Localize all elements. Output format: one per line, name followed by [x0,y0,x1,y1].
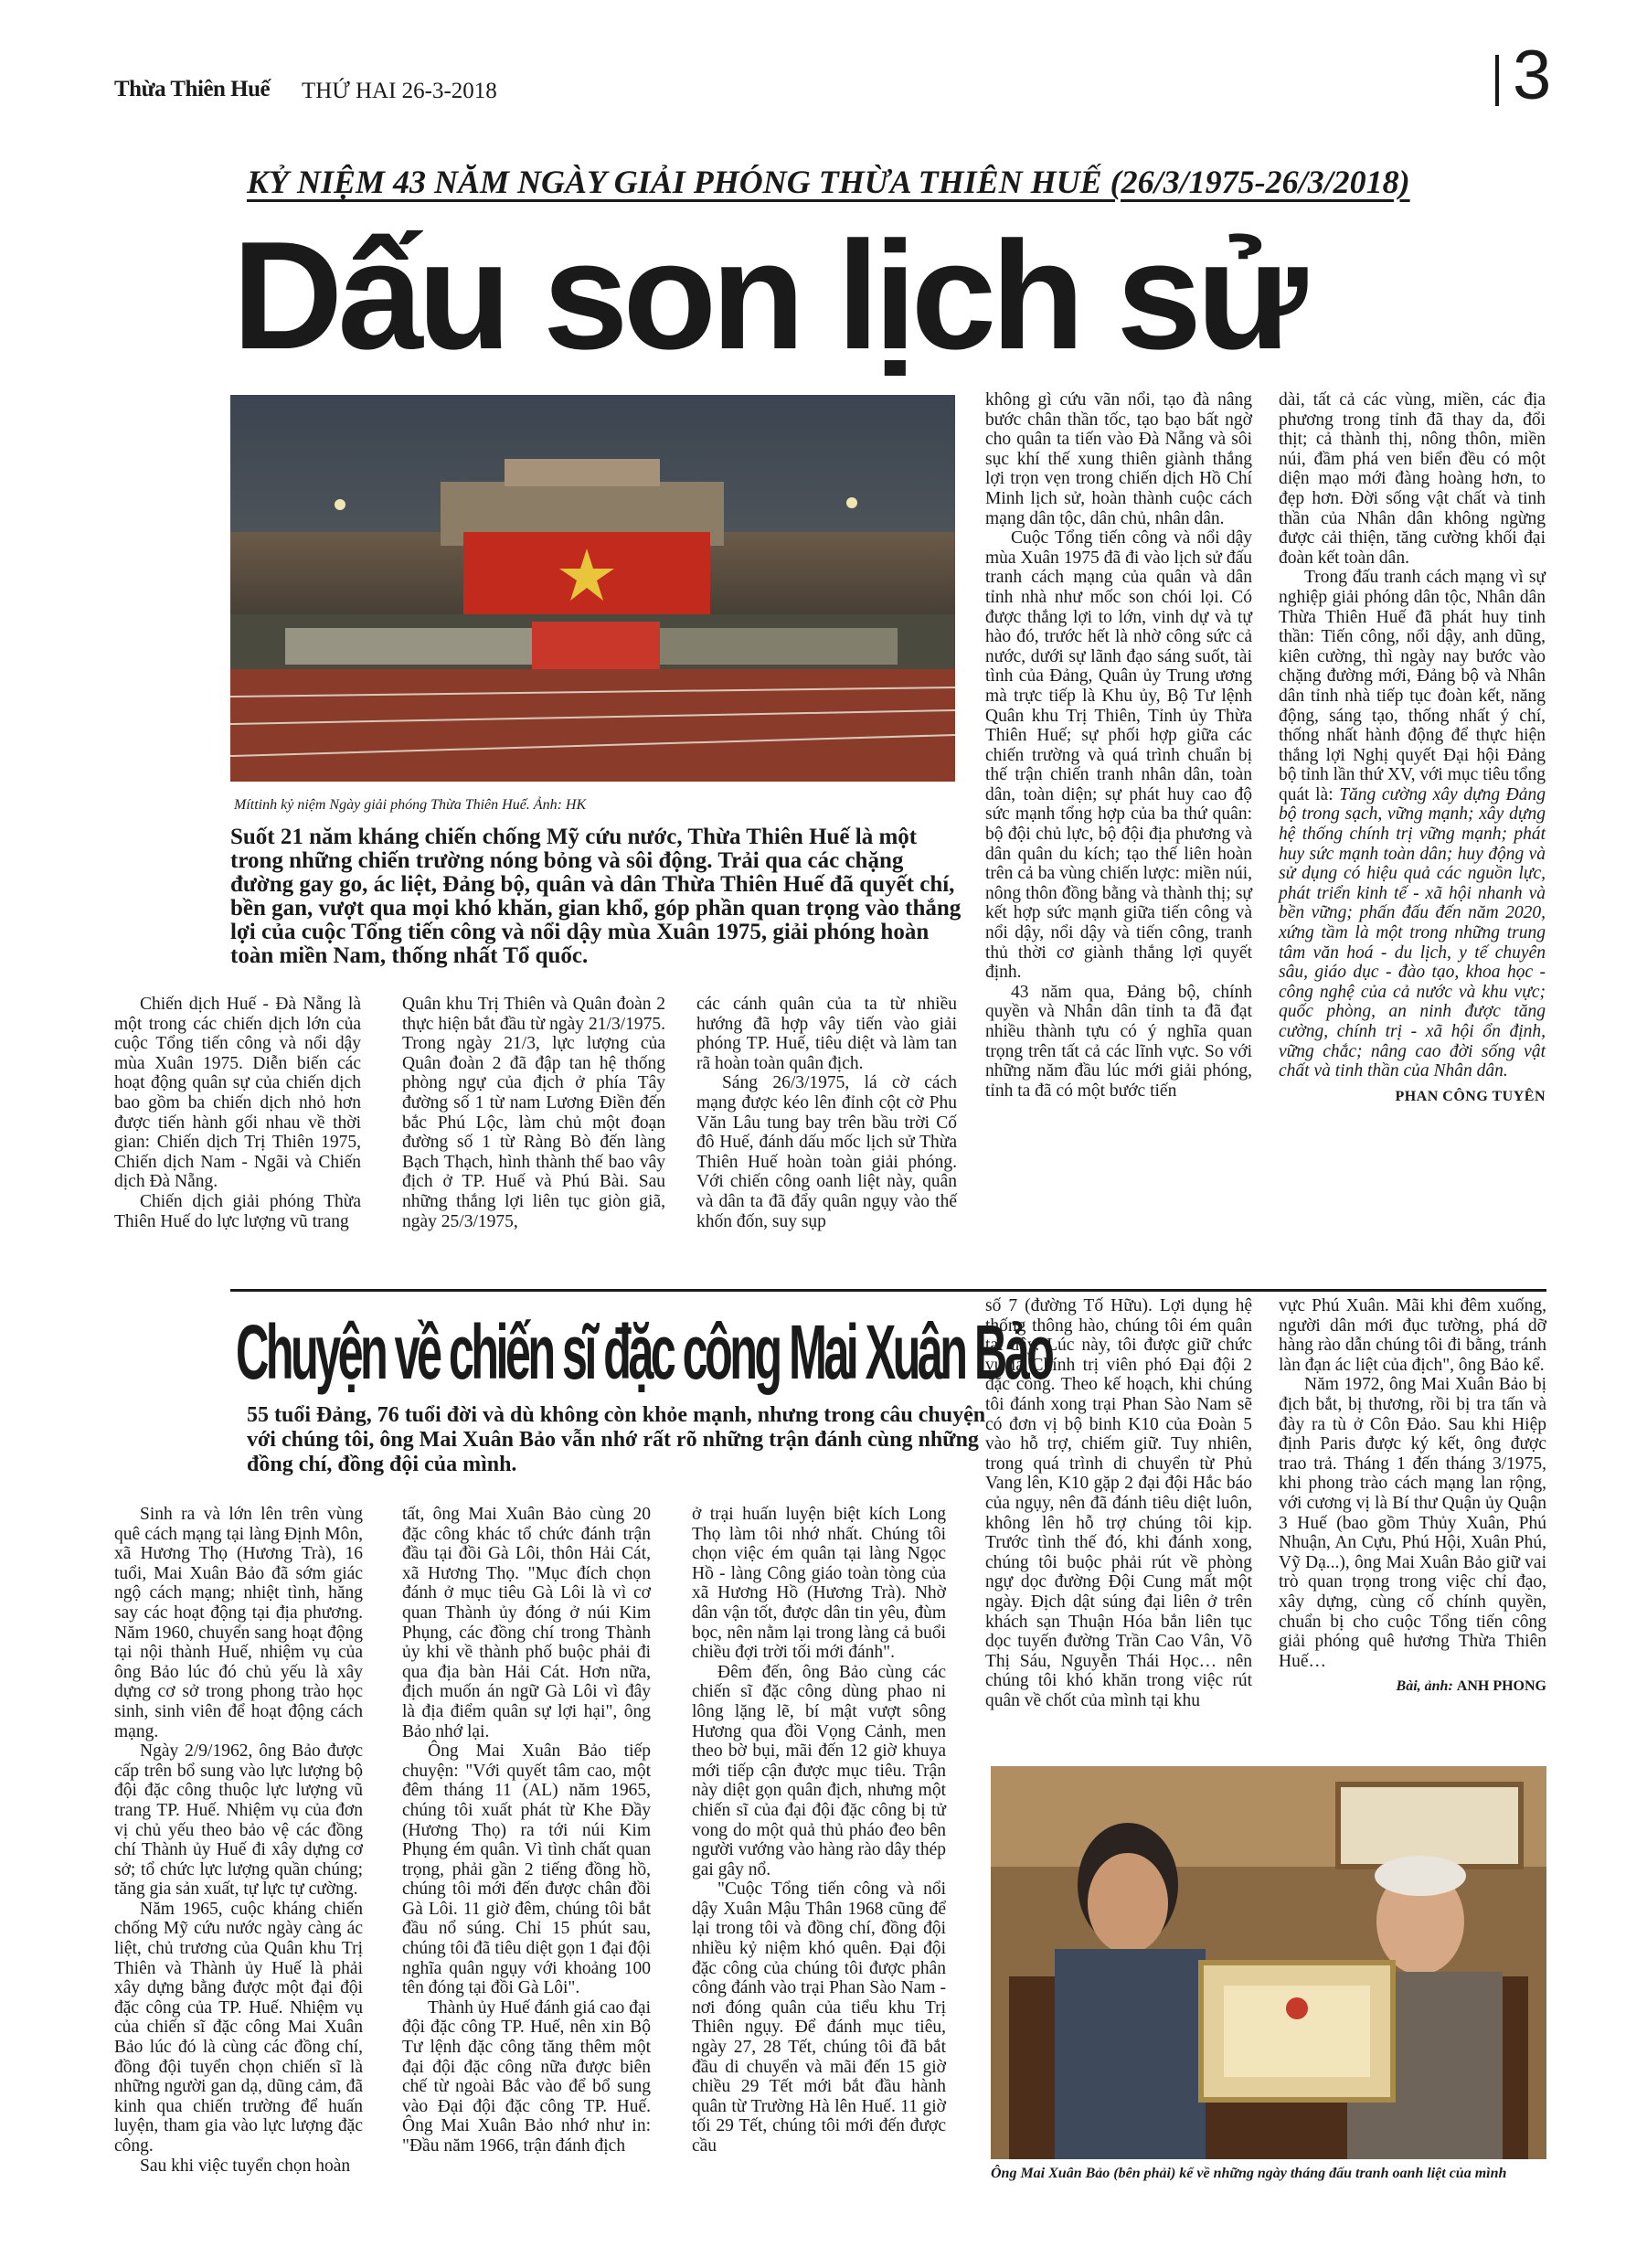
page-number: 3 [1513,37,1552,114]
article2-column-4 [985,1296,1252,1710]
rally-photo [230,395,955,782]
paragraph: tất, ông Mai Xuân Bảo cùng 20 đặc công khác tổ chức đánh trận đầu tại đồi Gà Lôi, thôn Hải Cát, xã Hương Thọ. "Mục đích chọn đánh ở mục tiêu Gà Lôi là vì cơ quan Thành ủy đóng ở núi Kim Phụng, các đồng chí trong Thành ủy khi về thành phố buộc phải đi qua địa bàn Hải Cát. Hơn nữa, địch muốn án ngữ Gà Lôi vì đây là địa điểm quân sự lợi hại", ông Bảo nhớ lại. [402,1505,651,1741]
byline-name: ANH PHONG [1456,1678,1546,1695]
article-column-4 [985,390,1252,1101]
paragraph: Năm 1965, cuộc kháng chiến chống Mỹ cứu nước ngày càng ác liệt, chủ trương của Quân khu Trị Thiên và Thành ủy Huế là phải xây dựng bằng được một đại đội đặc công của TP. Huế. Nhiệm vụ của chiến sĩ đặc công Mai Xuân Bảo lúc đó là cùng các đồng chí, đồng đội tuyển chọn chiến sĩ là những người gan dạ, dũng cảm, đã kinh qua chiến trường để huấn luyện, tham gia vào lực lượng đặc công. [114,1899,363,2156]
article-headline: Dấu son lịch sử [232,209,1302,381]
paragraph: Sáng 26/3/1975, lá cờ cách mạng được kéo lên đỉnh cột cờ Phu Văn Lâu tung bay trên bầu trời Cố đô Huế, đánh dấu mốc lịch sử Thừa Thiên Huế hoàn toàn giải phóng. Với chiến công oanh liệt này, quân và dân ta đã đẩy quân ngụy vào thế khốn đốn, suy sụp [696,1073,957,1231]
article2-lead: 55 tuổi Đảng, 76 tuổi đời và dù không còn khỏe mạnh, nhưng trong câu chuyện với chúng tôi, ông Mai Xuân Bảo vẫn nhớ rất rõ những trận đánh cùng những đồng chí, đồng đội của mình. [247,1403,986,1476]
paragraph: Thành ủy Huế đánh giá cao đại đội đặc công TP. Huế, nên xin Bộ Tư lệnh đặc công tăng thêm một đại đội đặc công nữa được biên chế từ ngoài Bắc vào để bổ sung vào Đại đội đặc công TP. Huế. Ông Mai Xuân Bảo nhớ như in: "Đầu năm 1966, trận đánh địch [402,1997,651,2156]
paragraph: Năm 1972, ông Mai Xuân Bảo bị địch bắt, bị thương, rồi bị tra tấn và đày ra tù ở Côn Đảo. Sau khi Hiệp định Paris được ký kết, ông được trao trả. Tháng 1 đến tháng 3/1975, khi phong trào cách mạng lan rộng, với cương vị là Bí thư Quận ủy Quận 3 Huế (bao gồm Thủy Xuân, Phú Nhuận, An Cựu, Phú Hội, Xuân Phú, Vỹ Dạ...), ông Mai Xuân Bảo giữ vai trò quan trọng trong việc chỉ đạo, xây dựng, cùng cố chính quyền, chuẩn bị cho cuộc Tổng tiến công giải phóng quê hương Thừa Thiên Huế… [1279,1375,1546,1671]
article-kicker: KỶ NIỆM 43 NĂM NGÀY GIẢI PHÓNG THỪA THIÊN HUẾ (26/3/1975-26/3/2018) [247,164,1410,200]
photo-caption-2: Ông Mai Xuân Bảo (bên phải) kể về những ngày tháng đấu tranh oanh liệt của mình [991,2166,1507,2181]
issue-date: THỨ HAI 26-3-2018 [302,79,497,103]
article-column-5 [1279,390,1546,1106]
article2-column-1 [114,1505,363,2176]
article2-byline [1279,1677,1546,1697]
article-lead: Suốt 21 năm kháng chiến chống Mỹ cứu nước, Thừa Thiên Huế là một trong những chiến trường nóng bỏng và sôi động. Trải qua các chặng đường gay go, ác liệt, Đảng bộ, quân và dân Thừa Thiên Huế đã quyết chí, bền gan, vượt qua mọi khó khăn, gian khổ, góp phần quan trọng vào thắng lợi của cuộc Tổng tiến công và nổi dậy mùa Xuân 1975, giải phóng hoàn toàn miền Nam, thống nhất Tổ quốc. [230,825,962,968]
veteran-interview-image [991,1766,1546,2159]
paragraph: Cuộc Tổng tiến công và nổi dậy mùa Xuân 1975 đã đi vào lịch sử đấu tranh cách mạng của quân và dân tỉnh nhà như mốc son chói lọi. Có được thắng lợi to lớn, vinh dự và tự hào đó, trước hết là nhờ công sức cả nước, dưới sự lãnh đạo sáng suốt, tài tình của Đảng, Quân ủy Trung ương mà trực tiếp là Khu ủy, Bộ Tư lệnh Quân khu Trị Thiên, Tỉnh ủy Thừa Thiên Huế; sự phối hợp giữa các chiến trường và quá trình chuẩn bị thế trận chiến tranh nhân dân, toàn dân, toàn diện; sự phát huy cao độ sức mạnh tổng hợp của ba thứ quân: bộ đội chủ lực, bộ đội địa phương và dân quân du kích; tạo thế liên hoàn trên cả ba vùng chiến lược: miền núi, nông thôn đồng bằng và thành thị; sự kết hợp sức mạnh giữa tiến công và nổi dậy, nổi dậy và tiến công, tranh thủ thời cơ giành thắng lợi quyết định. [985,528,1252,983]
paragraph: Ông Mai Xuân Bảo tiếp chuyện: "Với quyết tâm cao, một đêm tháng 11 (AL) năm 1965, chúng tôi xuất phát từ Khe Đầy (Hương Thọ) ra tới núi Kim Phụng ém quân. Vì tình chất quan trọng, phải gần 2 tiếng đồng hồ, chúng tôi mới đến được chân đồi Gà Lôi. 11 giờ đêm, chúng tôi bắt đầu nổ súng. Chỉ 15 phút sau, chúng tôi đã tiêu diệt gọn 1 đại đội nghĩa quân ngụy với khoảng 100 tên đóng tại đồi Gà Lôi". [402,1741,651,1998]
paragraph: 43 năm qua, Đảng bộ, chính quyền và Nhân dân tỉnh ta đã đạt nhiều thành tựu có ý nghĩa quan trọng trên tất cả các lĩnh vực. So với những năm đầu lúc mới giải phóng, tỉnh ta đã có một bước tiến [985,982,1252,1101]
interview-photo [991,1766,1546,2159]
stadium-rally-image [230,395,955,782]
byline: PHAN CÔNG TUYÊN [1395,1088,1546,1104]
article2-column-5 [1279,1296,1546,1697]
paragraph: số 7 (đường Tố Hữu). Lợi dụng hệ thống thông hào, chúng tôi ém quân tại đây. Lúc này, tôi được giữ chức vụ là Chính trị viên phó Đại đội 2 đặc công. Theo kế hoạch, khi chúng tôi đánh xong trại Phan Sào Nam sẽ có đơn vị bộ binh K10 của Đoàn 5 vào hỗ trợ, chiếm giữ. Tuy nhiên, trong quá trình di chuyển từ Phủ Vang lên, K10 gặp 2 đại đội Hắc báo của ngụy, nên đã đánh tiêu diệt luôn, không lên hỗ trợ chúng tôi kịp. Trước tình thế đó, khi đánh xong, chúng tôi buộc phải rút về phòng ngự dọc đường Đội Cung mất một ngày. Địch dật súng đại liên ở trên khách sạn Thuận Hóa bắn liên tục dọc tuyến đường Trần Cao Vân, Võ Thị Sáu, Nguyễn Thái Học… nên chúng tôi khó khăn trong việc rút quân về chốt của mình tại khu [985,1296,1252,1710]
paragraph: Quân khu Trị Thiên và Quân đoàn 2 thực hiện bắt đầu từ ngày 21/3/1975. Trong ngày 21/3, lực lượng của Quân đoàn 2 đã đập tan hệ thống phòng ngự của địch ở phía Tây đường số 1 từ nam Lương Điền đến bắc Phú Lộc, làm chủ một đoạn đường số 1 từ Ràng Bò đến làng Bạch Thạch, hình thành thế bao vây địch ở TP. Huế và Phú Bài. Sau những thắng lợi liên tục giòn giã, ngày 25/3/1975, [402,995,665,1231]
article-column-2 [402,995,665,1231]
paragraph: Chiến dịch giải phóng Thừa Thiên Huế do lực lượng vũ trang [114,1191,361,1231]
paragraph: Chiến dịch Huế - Đà Nẵng là một trong các chiến dịch lớn của cuộc Tổng tiến công và nổi dậy mùa Xuân 1975. Diễn biến các hoạt động quân sự của chiến dịch bao gồm ba chiến dịch nhỏ hơn được tiến hành gối nhau về thời gian: Chiến dịch Trị Thiên 1975, Chiến dịch Nam - Ngãi và Chiến dịch Đà Nẵng. [114,995,361,1192]
article2-column-3 [692,1505,946,2156]
page-number-divider [1495,55,1499,106]
article2-column-2 [402,1505,651,2156]
paragraph: vực Phú Xuân. Mãi khi đêm xuống, người dân mới đục tường, phá dỡ hàng rào dẫn chúng tôi đi bằng, tránh làn đạn ác liệt của địch", ông Bảo kể. [1279,1296,1546,1375]
paragraph: Sau khi việc tuyển chọn hoàn [140,2156,351,2176]
article-column-1 [114,995,361,1231]
paragraph: Đêm đến, ông Bảo cùng các chiến sĩ đặc công dùng phao ni lông lặng lẽ, bí mật vượt sông Hương qua đồi Vọng Cảnh, men theo bờ bụi, mãi đến 12 giờ khuya mới tiếp cận được mục tiêu. Trận này diệt gọn quân địch, nhưng một chiến sĩ của đại đội đặc công bị tử vong do một quả thủ pháo đeo bên người vướng vào hàng rào dây thép gai gây nổ. [692,1662,946,1879]
article-column-3 [696,995,957,1231]
paragraph: Sinh ra và lớn lên trên vùng quê cách mạng tại làng Định Môn, xã Hương Thọ (Hương Trà), 16 tuổi, Mai Xuân Bảo đã sớm giác ngộ cách mạng; nhiệt tình, hăng say các hoạt động tại địa phương. Năm 1960, chuyển sang hoạt động tại nội thành Huế, nhiệm vụ của ông Bảo lúc đó chủ yếu là xây dựng cơ sở trong phong trào học sinh, sinh viên để hoạt động cách mạng. [114,1505,363,1741]
section-divider [230,1289,1546,1292]
paragraph: các cánh quân của ta từ nhiều hướng đã hợp vây tiến vào giải phóng TP. Huế, tiêu diệt và làm tan rã hoàn toàn quân địch. [696,995,957,1073]
paragraph-text: Trong đấu tranh cách mạng vì sự nghiệp giải phóng dân tộc, Nhân dân Thừa Thiên Huế đã phát huy tinh thần: Tiến công, nổi dậy, anh dũng, kiên cường, thì ngày nay bước vào chặng đường mới, Đảng bộ và Nhân dân tỉnh nhà tiếp tục đoàn kết, năng động, sáng tạo, thống nhất ý chí, thống nhất hành động để thực hiện thắng lợi Nghị quyết Đại hội Đảng bộ tỉnh lần thứ XV, với mục tiêu tổng quát là: [1279,568,1546,804]
masthead-name: Thừa Thiên Huế [114,77,271,101]
paragraph: không gì cứu vãn nổi, tạo đà nâng bước chân thần tốc, tạo bạo bất ngờ cho quân ta tiến vào Đà Nẵng và sôi sục khí thế xung thiên giành thắng lợi trọn vẹn trong chiến dịch Hồ Chí Minh lịch sử, hoàn thành cuộc cách mạng dân tộc, dân chủ, nhân dân. [985,390,1252,528]
byline-prefix: Bài, ảnh: [1396,1678,1453,1695]
paragraph: dài, tất cả các vùng, miền, các địa phương trong tỉnh đã thay da, đổi thịt; cả thành thị, nông thôn, miền núi, đầm phá ven biển đều có một diện mạo mới đàng hoàng hơn, to đẹp hơn. Đời sống vật chất và tinh thần của Nhân dân không ngừng được cải thiện, tăng cường khối đại đoàn kết toàn dân. [1279,390,1546,568]
paragraph [1279,568,1546,1081]
article2-headline: Chuyện về chiến sĩ đặc công Mai Xuân Bảo [236,1309,1052,1395]
photo-caption: Míttinh kỷ niệm Ngày giải phóng Thừa Thiên Huế. Ảnh: HK [234,797,587,813]
resolution-goals: Tăng cường xây dựng Đảng bộ trong sạch, vững mạnh; xây dựng hệ thống chính trị vững mạnh; phát huy sức mạnh toàn dân; huy động và sử dụng có hiệu quả các nguồn lực, phát triển kinh tế - xã hội nhanh và bền vững; phấn đấu đến năm 2020, xứng tầm là một trong những trung tâm văn hoá - du lịch, y tế chuyên sâu, giáo dục - đào tạo, khoa học - công nghệ của cả nước và khu vực; quốc phòng, an ninh được tăng cường, chính trị - xã hội ổn định, vững chắc; nâng cao đời sống vật chất và tinh thần của Nhân dân. [1279,784,1546,1081]
paragraph: Ngày 2/9/1962, ông Bảo được cấp trên bổ sung vào lực lượng bộ đội đặc công thuộc lực lượng vũ trang TP. Huế. Nhiệm vụ của đơn vị chủ yếu theo bảo vệ các đồng chí Thành ủy Huế đi xây dựng cơ sở; tổ chức lực lượng quần chúng; tăng gia sản xuất, tự lực tự cường. [114,1741,363,1900]
paragraph: "Cuộc Tổng tiến công và nổi dậy Xuân Mậu Thân 1968 cũng để lại trong tôi và đồng chí, đồng đội nhiều kỷ niệm khó quên. Đại đội đặc công của chúng tôi được phân công đánh vào trại Phan Sào Nam - nơi đóng quân của tiểu khu Trị Thiên ngụy. Để đánh mục tiêu, ngày 27, 28 Tết, chúng tôi đã bắt đầu di chuyển và mãi đến 15 giờ chiều 29 Tết mới bắt đầu hành quân từ Trường Hà lên Huế. 11 giờ tối 29 Tết, chúng tôi mới đến được cầu [692,1879,946,2156]
paragraph: ở trại huấn luyện biệt kích Long Thọ làm tôi nhớ nhất. Chúng tôi chọn việc ém quân tại làng Ngọc Hồ - làng Công giáo toàn tòng của xã Hương Hồ (Hương Trà). Nhờ dân vận tốt, được dân tin yêu, đùm bọc, nên nằm lại trong làng cả buổi chiều đợi trời tối mới đánh". [692,1505,946,1663]
